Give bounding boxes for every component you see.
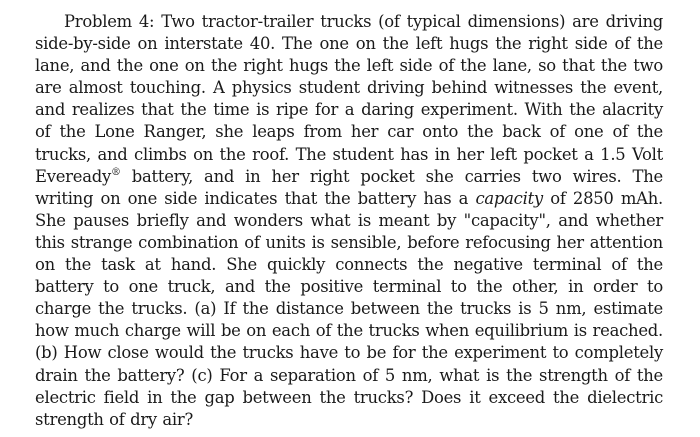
problem-text-part-3: of 2850 mAh. She pauses briefly and wonders what is meant by "capacity", and whether this strange combination of units is sensible, before refocusing her attention on the task at hand. She quickly connects the negative terminal of the battery to one truck, and the positive terminal to the other, in order to charge the trucks. (a) If the distance between the trucks is 5 nm, estimate how much charge will be on each of the trucks when equilibrium is reached. (b) How close would the trucks have to be for the experiment to completely drain the battery? (c) For a separation of 5 nm, what is the strength of the electric field in the gap between the trucks? Does it exceed the dielectric strength of dry air? — [35, 188, 664, 429]
problem-text-part-1: Two tractor-trailer trucks (of typical dimensions) are driving side-by-side on interstate 40. The one on the left hugs the right side of the lane, and the one on the right hugs the left side of the lane, so that the two are almost touching. A physics student driving behind witnesses the event, and realizes that the time is ripe for a daring experiment. With the alacrity of the Lone Ranger, she leaps from her car onto the back of one of the trucks, and climbs on the roof. The student has in her left pocket a 1.5 Volt Eveready — [35, 12, 663, 186]
problem-paragraph — [35, 11, 663, 431]
capacity-emphasis: capacity — [475, 188, 543, 208]
registered-mark: ® — [110, 166, 121, 178]
problem-heading: Problem 4: — [64, 12, 155, 31]
problem-text-part-2: battery, and in her right pocket she carries two wires. The writing on one side indicates that the battery has a — [35, 166, 663, 208]
